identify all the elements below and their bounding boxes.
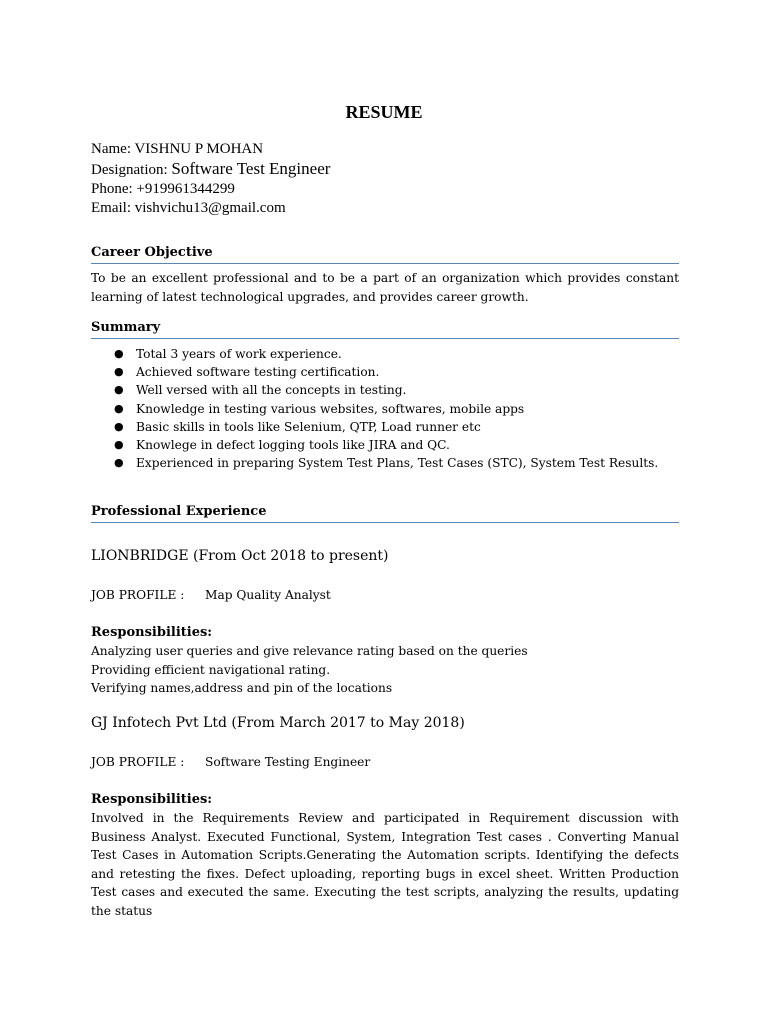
career-objective-heading: Career Objective bbox=[91, 245, 679, 264]
name-row bbox=[91, 140, 330, 159]
page-title: RESUME bbox=[345, 102, 423, 122]
phone-label: Phone: bbox=[91, 181, 133, 197]
summary-item-text: Experienced in preparing System Test Plans, Test Cases (STC), System Test Results. bbox=[136, 456, 659, 471]
bullet-icon: ● bbox=[114, 438, 124, 452]
job-profile-row bbox=[91, 755, 370, 769]
email-row bbox=[91, 199, 330, 218]
bullet-icon: ● bbox=[114, 365, 124, 379]
job-profile-value: Map Quality Analyst bbox=[205, 588, 331, 602]
summary-item-text: Achieved software testing certification. bbox=[136, 365, 380, 380]
email-value: vishvichu13@gmail.com bbox=[134, 200, 286, 216]
summary-item-text: Knowledge in testing various websites, softwares, mobile apps bbox=[136, 401, 525, 416]
bullet-icon: ● bbox=[114, 456, 124, 470]
job-profile-value: Software Testing Engineer bbox=[205, 755, 371, 769]
summary-item-text: Basic skills in tools like Selenium, QTP, Load runner etc bbox=[136, 419, 481, 434]
email-label: Email: bbox=[91, 200, 131, 216]
responsibilities-heading: Responsibilities: bbox=[91, 625, 213, 640]
summary-item-text: Total 3 years of work experience. bbox=[136, 347, 342, 361]
summary-item-text: Knowlege in defect logging tools like JIRA and QC. bbox=[136, 438, 450, 453]
phone-row bbox=[91, 180, 330, 199]
summary-heading: Summary bbox=[91, 320, 679, 339]
job-profile-row bbox=[91, 588, 331, 602]
summary-item bbox=[91, 454, 679, 472]
job-company: LIONBRIDGE (From Oct 2018 to present) bbox=[91, 548, 389, 564]
summary-item-text: Well versed with all the concepts in testing. bbox=[136, 383, 407, 398]
summary-item bbox=[91, 436, 679, 454]
summary-item bbox=[91, 418, 679, 436]
designation-row bbox=[91, 159, 330, 180]
job-profile-label: JOB PROFILE : bbox=[91, 588, 185, 602]
summary-section bbox=[91, 320, 679, 472]
bullet-icon: ● bbox=[114, 383, 124, 397]
experience-section bbox=[91, 504, 679, 523]
job-responsibilities bbox=[91, 624, 679, 698]
job-company: GJ Infotech Pvt Ltd (From March 2017 to May 2018) bbox=[91, 715, 465, 731]
contact-info bbox=[91, 140, 330, 218]
phone-value: +919961344299 bbox=[136, 181, 235, 197]
bullet-icon: ● bbox=[114, 401, 124, 415]
career-objective-text: To be an excellent professional and to be a part of an organization which provides constant learning of latest technological upgrades, and provides career growth. bbox=[91, 271, 679, 304]
career-objective-section bbox=[91, 245, 679, 306]
experience-heading: Professional Experience bbox=[91, 504, 679, 523]
responsibilities-heading: Responsibilities: bbox=[91, 792, 213, 807]
designation-value: Software Test Engineer bbox=[171, 159, 331, 178]
summary-item bbox=[91, 381, 679, 399]
job-profile-label: JOB PROFILE : bbox=[91, 755, 185, 769]
summary-list bbox=[91, 345, 679, 472]
responsibilities-text: Involved in the Requirements Review and participated in Requirement discussion with Business Analyst. Executed Functional, System, Integration Test cases . Converting Manual Test Cases in Automation Scripts.Generating the Automation scripts. Identifying the defects and retesting the fixes. Defect uploading, reporting bugs in excel sheet. Written Production Test cases and executed the same. Executing the test scripts, analyzing the results, updating the status bbox=[91, 811, 679, 918]
summary-item bbox=[91, 363, 679, 381]
responsibility-line: Analyzing user queries and give relevance rating based on the queries bbox=[91, 644, 528, 658]
bullet-icon: ● bbox=[114, 347, 124, 360]
responsibility-line: Providing efficient navigational rating. bbox=[91, 662, 331, 677]
job-responsibilities bbox=[91, 791, 679, 920]
responsibilities-lines bbox=[91, 642, 679, 698]
designation-label: Designation: bbox=[91, 162, 168, 178]
responsibility-line: Verifying names,address and pin of the locations bbox=[91, 681, 393, 695]
bullet-icon: ● bbox=[114, 419, 124, 433]
summary-item bbox=[91, 345, 679, 363]
name-label: Name: bbox=[91, 141, 131, 157]
summary-item bbox=[91, 400, 679, 418]
name-value: VISHNU P MOHAN bbox=[134, 141, 264, 157]
